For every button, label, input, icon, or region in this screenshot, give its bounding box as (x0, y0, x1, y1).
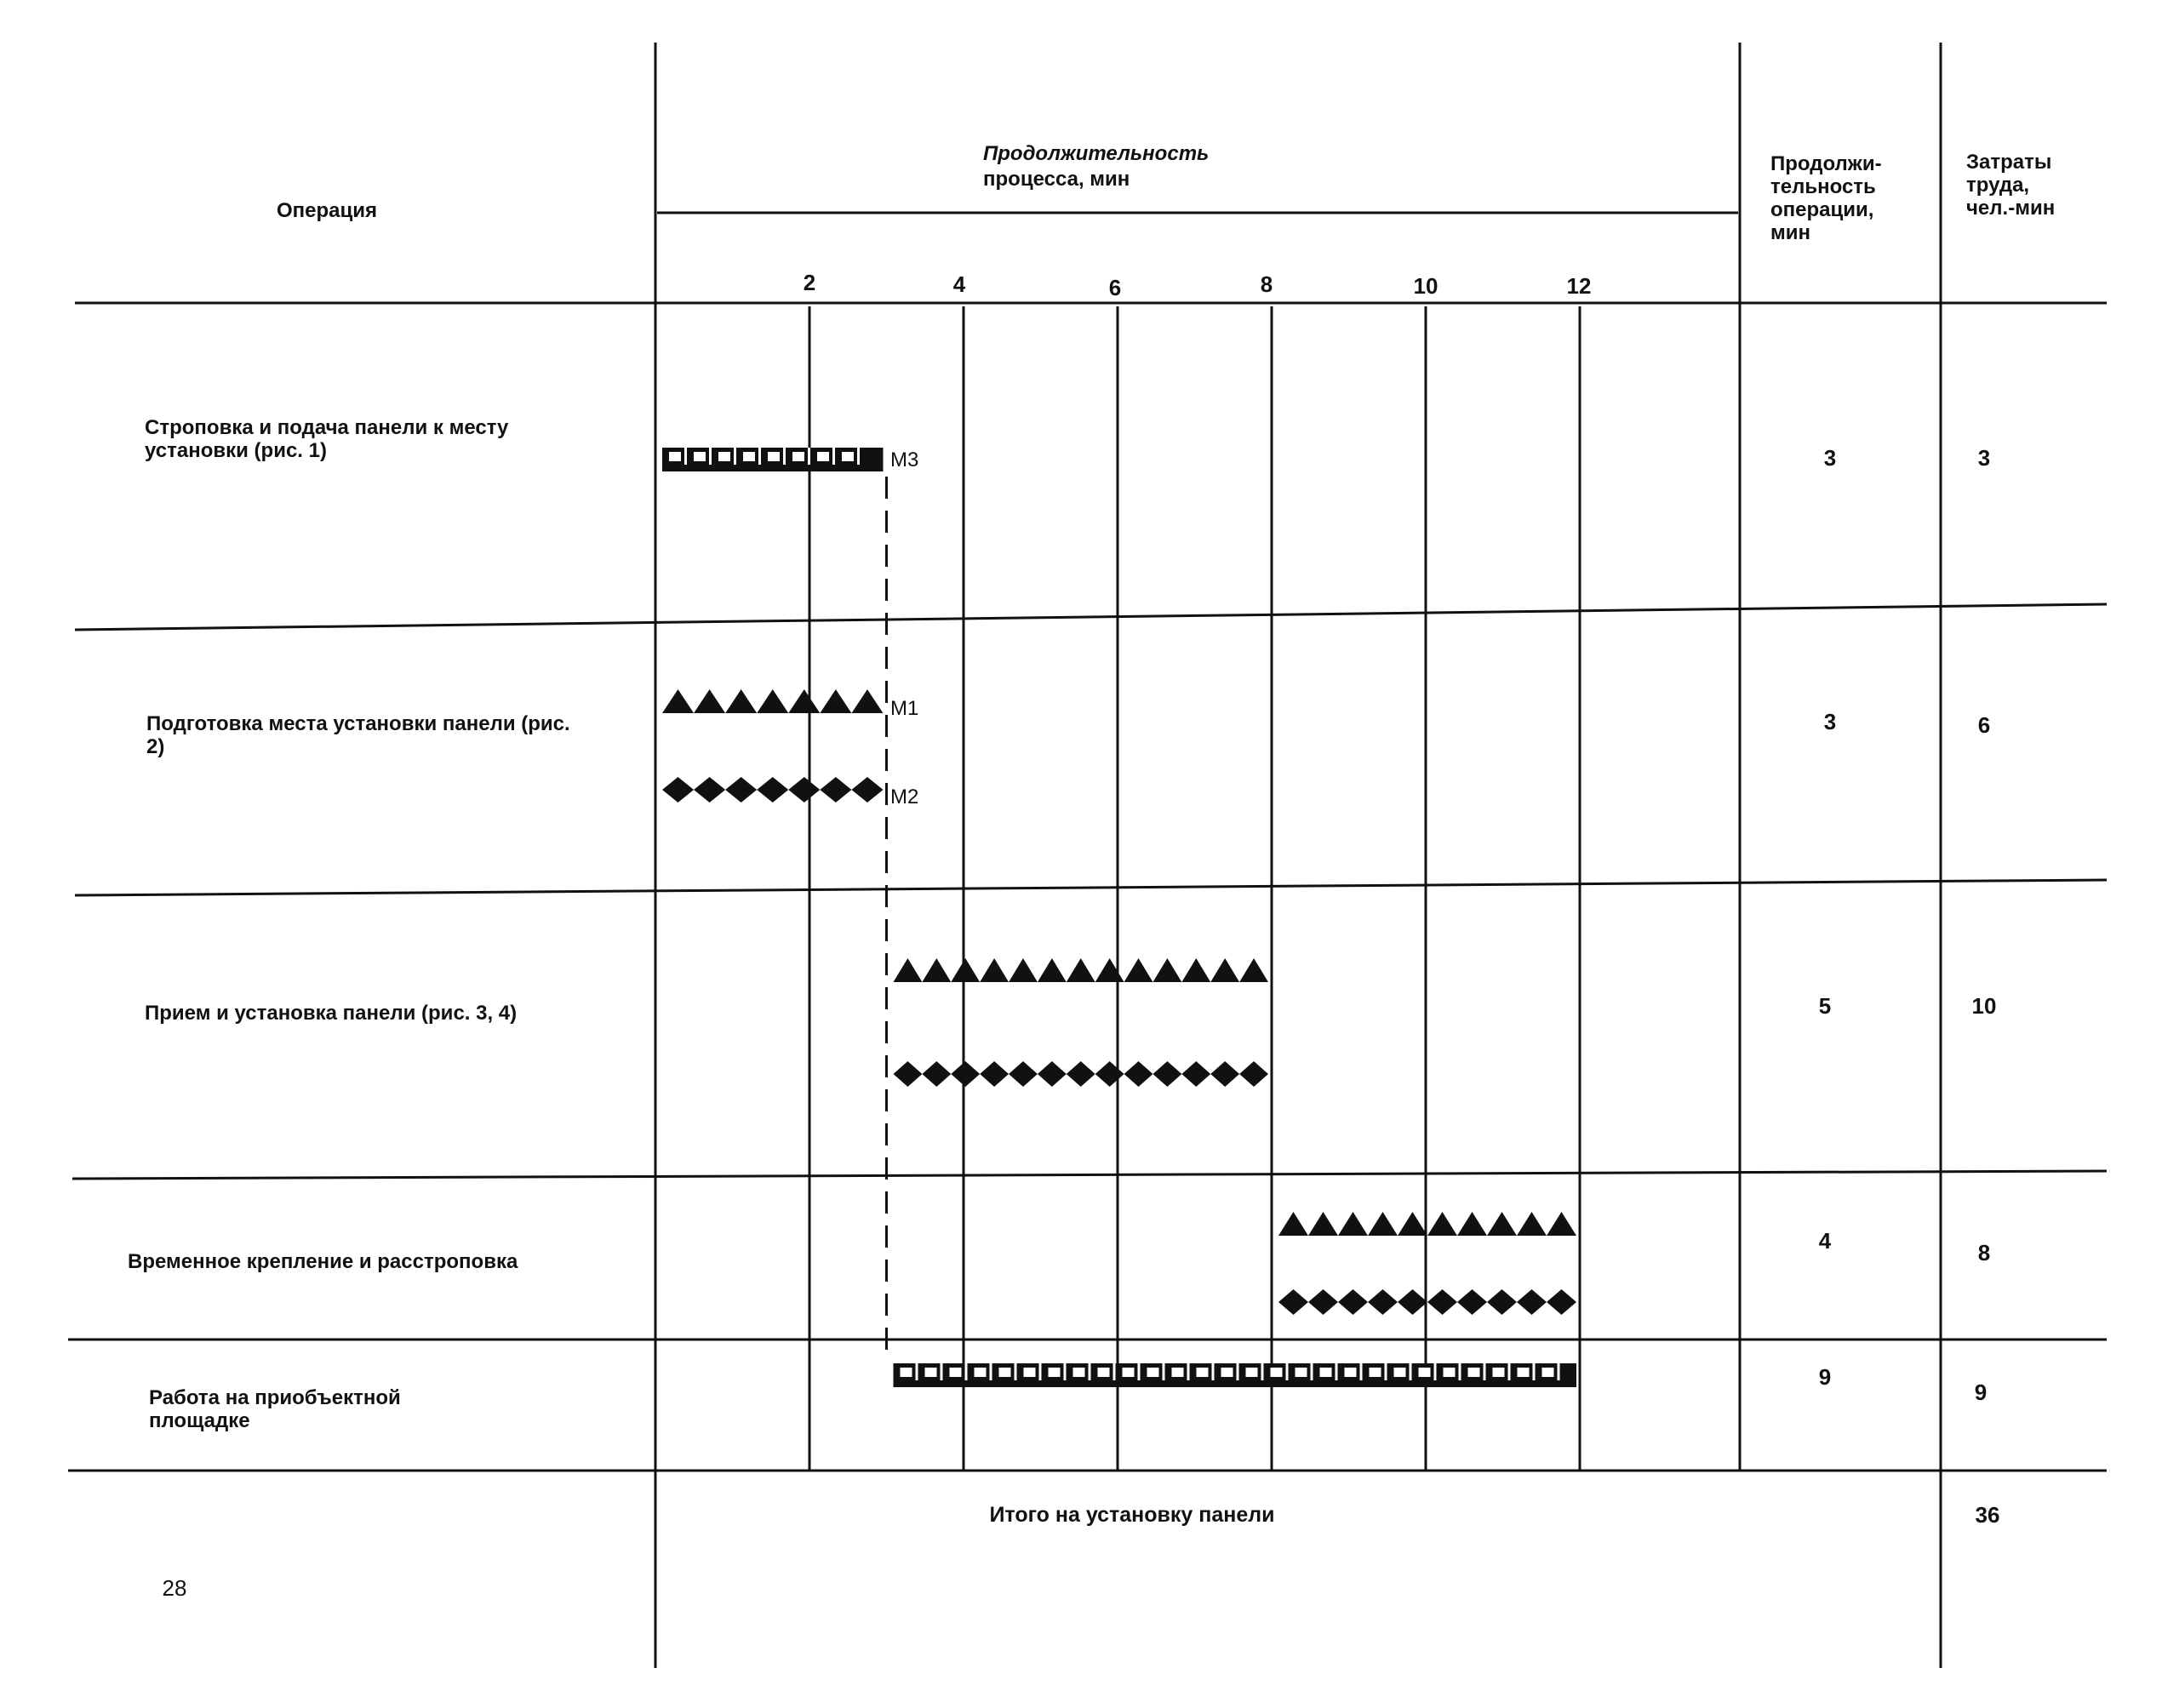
crane-pattern-notch (1049, 1368, 1061, 1377)
bar-triangle (662, 689, 884, 713)
triangle-mark (1368, 1212, 1398, 1236)
crane-pattern-gap (1286, 1363, 1289, 1380)
crane-pattern-notch (842, 452, 854, 461)
crane-pattern-gap (1064, 1363, 1067, 1380)
crane-pattern-notch (718, 452, 730, 461)
crane-pattern-gap (1039, 1363, 1042, 1380)
bar-triangle (1278, 1212, 1576, 1236)
crane-pattern-gap (758, 448, 761, 465)
triangle-mark (1009, 958, 1038, 982)
crane-pattern-gap (1113, 1363, 1116, 1380)
diamond-mark (1009, 1061, 1038, 1087)
crane-pattern-notch (817, 452, 829, 461)
triangle-mark (951, 958, 980, 982)
tick-label-10: 10 (1413, 273, 1438, 299)
crane-pattern-gap (1089, 1363, 1091, 1380)
diamond-mark (951, 1061, 980, 1087)
crane-pattern-notch (925, 1368, 937, 1377)
crane-pattern-notch (1295, 1368, 1307, 1377)
crane-pattern-gap (1212, 1363, 1215, 1380)
tick-label-12: 12 (1566, 273, 1592, 299)
triangle-mark (725, 689, 757, 713)
labor-cost-value: 6 (1977, 712, 1991, 738)
crane-pattern-gap (1015, 1363, 1017, 1380)
crane-pattern-notch (1073, 1368, 1085, 1377)
triangle-mark (820, 689, 851, 713)
triangle-mark (1457, 1212, 1487, 1236)
operation-duration-value: 9 (1818, 1364, 1832, 1390)
crane-pattern-notch (999, 1368, 1011, 1377)
diamond-mark (1239, 1061, 1268, 1087)
diamond-mark (1095, 1061, 1124, 1087)
crane-pattern-gap (1336, 1363, 1338, 1380)
diamond-mark (980, 1061, 1009, 1087)
triangle-mark (788, 689, 820, 713)
crane-pattern-gap (990, 1363, 992, 1380)
crane-pattern-notch (1394, 1368, 1406, 1377)
crane-pattern-notch (1246, 1368, 1258, 1377)
triangle-mark (1239, 958, 1268, 982)
crane-pattern-gap (734, 448, 736, 465)
bar-label-m1: М1 (890, 697, 919, 720)
crane-pattern-notch (1098, 1368, 1110, 1377)
crane-pattern-gap (1237, 1363, 1239, 1380)
crane-pattern-gap (965, 1363, 968, 1380)
crane-pattern-notch (743, 452, 755, 461)
bar-crane-pattern (894, 1363, 1577, 1387)
crane-pattern-notch (1024, 1368, 1036, 1377)
triangle-mark (662, 689, 694, 713)
triangle-mark (1547, 1212, 1576, 1236)
triangle-mark (694, 689, 725, 713)
process-duration-header-line1: Продолжительность (983, 142, 1210, 165)
crane-pattern-gap (1360, 1363, 1363, 1380)
crane-pattern-notch (1147, 1368, 1159, 1377)
crane-pattern-gap (916, 1363, 918, 1380)
triangle-mark (1181, 958, 1210, 982)
crane-pattern-gap (941, 1363, 943, 1380)
crane-pattern-gap (1187, 1363, 1190, 1380)
crane-pattern-notch (1172, 1368, 1184, 1377)
diamond-mark (1181, 1061, 1210, 1087)
tick-label-8: 8 (1260, 271, 1273, 297)
crane-pattern-notch (1518, 1368, 1530, 1377)
row-separator-3 (72, 1171, 2107, 1179)
crane-pattern-notch (1197, 1368, 1209, 1377)
operation-name: Работа на приобъектной площадке (149, 1386, 401, 1432)
triangle-mark (1210, 958, 1239, 982)
crane-pattern-notch (975, 1368, 987, 1377)
triangle-mark (1067, 958, 1095, 982)
process-duration-header-line2: процесса, мин (983, 168, 1130, 191)
crane-pattern-notch (1123, 1368, 1135, 1377)
page-number: 28 (162, 1575, 187, 1601)
labor-cost-header: Затраты труда, чел.-мин (1966, 151, 2056, 220)
operation-name: Строповка и подача панели к месту установки (рис. 1) (145, 416, 509, 462)
crane-pattern-gap (1163, 1363, 1165, 1380)
total-value: 36 (1975, 1502, 2000, 1528)
crane-pattern-gap (1484, 1363, 1486, 1380)
triangle-mark (1517, 1212, 1547, 1236)
row-separator-1 (75, 604, 2107, 630)
labor-cost-value: 8 (1977, 1240, 1991, 1265)
diamond-mark (694, 777, 725, 803)
crane-pattern-notch (669, 452, 681, 461)
total-label: Итого на установку панели (989, 1503, 1275, 1527)
diamond-mark (894, 1061, 923, 1087)
crane-pattern-gap (1410, 1363, 1412, 1380)
triangle-mark (1398, 1212, 1427, 1236)
bar-triangle (894, 958, 1269, 982)
diamond-mark (922, 1061, 951, 1087)
crane-pattern-notch (1320, 1368, 1332, 1377)
crane-pattern-gap (1385, 1363, 1387, 1380)
triangle-mark (1427, 1212, 1457, 1236)
triangle-mark (1278, 1212, 1308, 1236)
bar-diamond (1278, 1289, 1576, 1315)
bar-diamond (662, 777, 884, 803)
triangle-mark (1338, 1212, 1368, 1236)
crane-pattern-gap (709, 448, 712, 465)
labor-cost-value: 3 (1977, 445, 1991, 471)
bar-diamond (894, 1061, 1269, 1087)
crane-pattern-gap (1434, 1363, 1437, 1380)
diamond-mark (1517, 1289, 1547, 1315)
crane-pattern-notch (694, 452, 706, 461)
diamond-mark (1152, 1061, 1181, 1087)
triangle-mark (851, 689, 883, 713)
operation-duration-value: 5 (1818, 993, 1832, 1019)
operation-name: Подготовка места установки панели (рис. 2) (146, 712, 570, 758)
diamond-mark (820, 777, 851, 803)
labor-cost-value: 9 (1974, 1380, 1988, 1405)
crane-pattern-gap (832, 448, 835, 465)
tick-label-2: 2 (803, 270, 816, 295)
crane-pattern-notch (1419, 1368, 1431, 1377)
diamond-mark (1457, 1289, 1487, 1315)
crane-pattern-notch (792, 452, 804, 461)
crane-pattern-gap (1533, 1363, 1536, 1380)
gantt-bars (662, 448, 1576, 1387)
crane-pattern-notch (1221, 1368, 1233, 1377)
diamond-mark (1368, 1289, 1398, 1315)
crane-pattern-notch (1468, 1368, 1480, 1377)
crane-pattern-gap (808, 448, 810, 465)
crane-pattern-notch (1542, 1368, 1554, 1377)
diamond-mark (1398, 1289, 1427, 1315)
operation-column-header: Операция (277, 199, 378, 222)
crane-pattern-notch (1370, 1368, 1381, 1377)
tick-label-6: 6 (1108, 275, 1122, 300)
diamond-mark (1067, 1061, 1095, 1087)
diamond-mark (1038, 1061, 1067, 1087)
crane-pattern-gap (1311, 1363, 1313, 1380)
operation-duration-value: 3 (1823, 445, 1837, 471)
diamond-mark (1427, 1289, 1457, 1315)
diamond-mark (1487, 1289, 1517, 1315)
diamond-mark (1210, 1061, 1239, 1087)
diamond-mark (725, 777, 757, 803)
operation-duration-value: 3 (1823, 709, 1837, 734)
crane-pattern-gap (684, 448, 687, 465)
triangle-mark (922, 958, 951, 982)
triangle-mark (757, 689, 788, 713)
row-separator-2 (75, 880, 2107, 895)
crane-pattern-notch (1271, 1368, 1283, 1377)
triangle-mark (1487, 1212, 1517, 1236)
triangle-mark (1152, 958, 1181, 982)
diamond-mark (1124, 1061, 1153, 1087)
crane-pattern-notch (901, 1368, 912, 1377)
crane-pattern-gap (1508, 1363, 1511, 1380)
crane-pattern-notch (1444, 1368, 1456, 1377)
crane-pattern-gap (1459, 1363, 1461, 1380)
triangle-mark (1095, 958, 1124, 982)
crane-pattern-notch (950, 1368, 962, 1377)
triangle-mark (980, 958, 1009, 982)
diamond-mark (1278, 1289, 1308, 1315)
labor-cost-value: 10 (1971, 993, 1997, 1019)
crane-pattern-gap (1261, 1363, 1264, 1380)
crane-pattern-gap (857, 448, 860, 465)
triangle-mark (894, 958, 923, 982)
triangle-mark (1308, 1212, 1338, 1236)
operation-duration-value: 4 (1818, 1228, 1832, 1254)
operation-duration-header: Продолжи- тельность операции, мин (1770, 152, 1882, 244)
crane-pattern-notch (768, 452, 780, 461)
crane-pattern-notch (1493, 1368, 1505, 1377)
diamond-mark (851, 777, 883, 803)
tick-label-4: 4 (952, 271, 966, 297)
diamond-mark (1547, 1289, 1576, 1315)
crane-pattern-gap (783, 448, 786, 465)
crane-pattern-gap (1558, 1363, 1560, 1380)
crane-pattern-gap (1138, 1363, 1141, 1380)
bar-label-m3: М3 (890, 448, 919, 471)
crane-pattern-notch (1345, 1368, 1357, 1377)
bar-crane-pattern (662, 448, 884, 471)
operation-name: Временное крепление и расстроповка (128, 1250, 518, 1273)
operation-name: Прием и установка панели (рис. 3, 4) (145, 1002, 518, 1025)
diamond-mark (1338, 1289, 1368, 1315)
triangle-mark (1124, 958, 1153, 982)
diamond-mark (788, 777, 820, 803)
bar-label-m2: М2 (890, 785, 919, 808)
diamond-mark (757, 777, 788, 803)
triangle-mark (1038, 958, 1067, 982)
diamond-mark (662, 777, 694, 803)
diamond-mark (1308, 1289, 1338, 1315)
